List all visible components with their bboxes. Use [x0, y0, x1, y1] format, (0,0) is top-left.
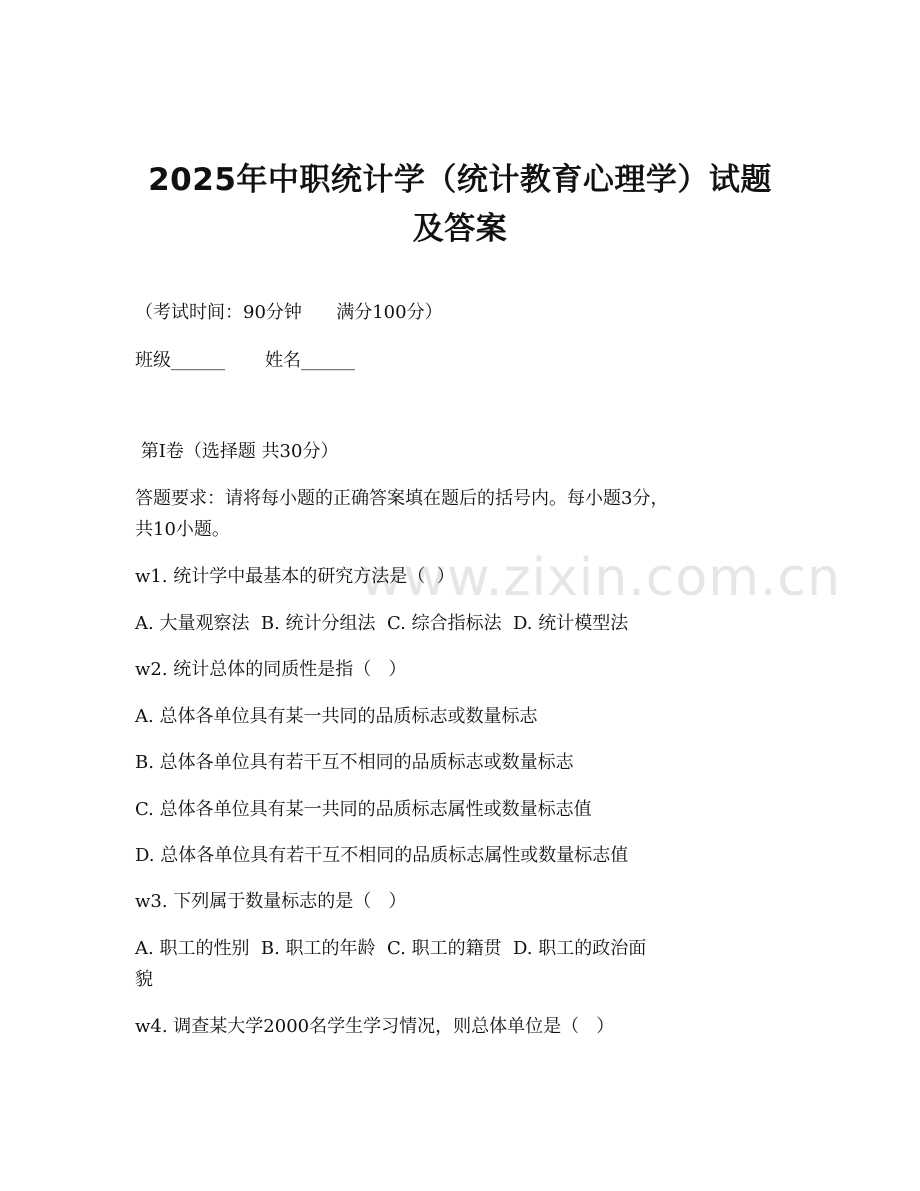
question-2-option-a: A. 总体各单位具有某一共同的品质标志或数量标志: [135, 706, 538, 727]
document-title-line-1: 2025年中职统计学（统计教育心理学）试题: [148, 162, 772, 198]
watermark: www.zixin.com.cn: [360, 548, 841, 608]
question-4-stem: w4. 调查某大学2000名学生学习情况，则总体单位是（ ）: [135, 1016, 615, 1037]
exam-info: （考试时间：90分钟 满分100分）: [135, 302, 443, 323]
question-3-stem: w3. 下列属于数量标志的是（ ）: [135, 891, 407, 912]
question-2-option-d: D. 总体各单位具有若干互不相同的品质标志属性或数量标志值: [135, 845, 629, 866]
question-1-stem: w1. 统计学中最基本的研究方法是（ ）: [135, 566, 455, 587]
question-2-option-c: C. 总体各单位具有某一共同的品质标志属性或数量标志值: [135, 799, 592, 820]
question-3-options-line-2: 貌: [135, 969, 153, 990]
instructions-line-2: 共10小题。: [135, 519, 230, 540]
class-name-fields: 班级______ 姓名______: [135, 350, 356, 371]
question-3-options-line-1: A. 职工的性别 B. 职工的年龄 C. 职工的籍贯 D. 职工的政治面: [135, 938, 647, 959]
question-2-stem: w2. 统计总体的同质性是指（ ）: [135, 659, 407, 680]
instructions-line-1: 答题要求：请将每小题的正确答案填在题后的括号内。每小题3分，: [135, 488, 669, 509]
document-title-line-2: 及答案: [412, 211, 508, 247]
question-1-options: A. 大量观察法 B. 统计分组法 C. 综合指标法 D. 统计模型法: [135, 613, 629, 634]
question-2-option-b: B. 总体各单位具有若干互不相同的品质标志或数量标志: [135, 752, 574, 773]
section-heading: 第Ⅰ卷（选择题 共30分）: [135, 441, 339, 462]
